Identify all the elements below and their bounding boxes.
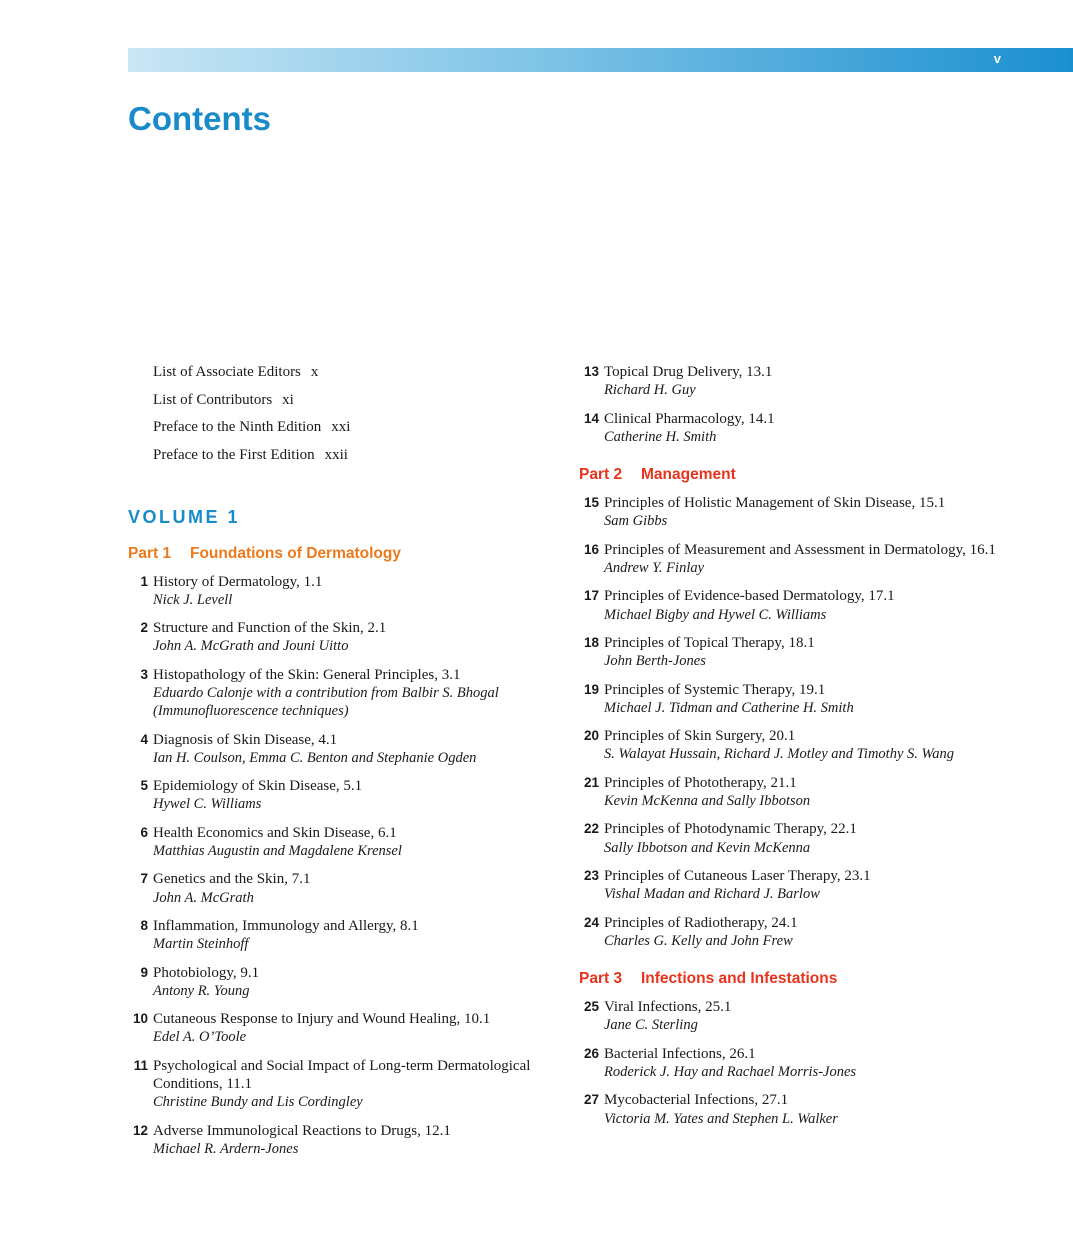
chapter-number: 5 [140, 778, 148, 794]
chapter-number: 27 [583, 1092, 599, 1108]
chapter-entry[interactable] [579, 727, 999, 764]
chapter-number: 6 [140, 824, 148, 840]
chapter-title: Mycobacterial Infections, 27.1 [604, 1092, 789, 1109]
chapter-authors: Michael Bigby and Hywel C. Williams [604, 606, 827, 623]
chapter-number: 21 [583, 774, 599, 790]
chapter-authors: Kevin McKenna and Sally Ibbotson [604, 793, 811, 810]
chapter-title: Cutaneous Response to Injury and Wound Healing, 10.1 [153, 1011, 491, 1028]
chapter-entry[interactable] [579, 998, 999, 1035]
chapter-number: 7 [140, 871, 148, 887]
chapter-title: Adverse Immunological Reactions to Drugs, 12.1 [153, 1122, 451, 1139]
chapter-authors: Andrew Y. Finlay [604, 560, 705, 577]
front-matter-label: List of Associate Editors [153, 364, 301, 380]
chapter-number: 18 [583, 634, 599, 650]
chapter-title: Bacterial Infections, 26.1 [604, 1045, 756, 1062]
part-heading [579, 466, 999, 484]
part-title: Management [641, 466, 736, 484]
part-number: Part 2 [579, 466, 623, 484]
chapter-title: Principles of Holistic Management of Skin Disease, 15.1 [604, 495, 946, 512]
chapter-entry[interactable] [128, 1057, 558, 1112]
part-title: Infections and Infestations [641, 970, 838, 988]
chapter-entry[interactable] [579, 681, 999, 718]
chapter-number: 10 [132, 1011, 148, 1027]
chapter-number: 14 [583, 410, 599, 426]
chapter-entry[interactable] [579, 494, 999, 531]
chapter-number: 24 [583, 914, 599, 930]
chapter-title: Principles of Photodynamic Therapy, 22.1 [604, 821, 857, 838]
chapter-entry[interactable] [128, 619, 558, 656]
chapter-entry[interactable] [579, 363, 999, 400]
page-number: v [993, 51, 1001, 66]
chapter-authors: Hywel C. Williams [153, 796, 262, 813]
chapter-title: Health Economics and Skin Disease, 6.1 [153, 824, 397, 841]
chapter-authors: Ian H. Coulson, Emma C. Benton and Stephanie Ogden [153, 749, 477, 766]
chapter-entry[interactable] [128, 731, 558, 768]
chapter-authors: Christine Bundy and Lis Cordingley [153, 1094, 363, 1111]
chapter-entry[interactable] [128, 777, 558, 814]
chapter-title: Photobiology, 9.1 [153, 964, 260, 981]
chapter-number: 9 [140, 964, 148, 980]
chapter-entry[interactable] [128, 964, 558, 1001]
front-matter-item[interactable] [153, 391, 558, 409]
chapter-number: 15 [583, 495, 599, 511]
front-matter-item[interactable] [153, 446, 558, 464]
front-matter-label: Preface to the Ninth Edition [153, 419, 322, 435]
chapter-authors: John A. McGrath and Jouni Uitto [153, 638, 349, 655]
chapter-entry[interactable] [579, 1091, 999, 1128]
chapter-number: 2 [140, 620, 148, 636]
chapter-entry[interactable] [579, 541, 999, 578]
contents-right-column [579, 363, 999, 1138]
chapter-authors: John Berth-Jones [604, 653, 706, 670]
chapter-authors: Victoria M. Yates and Stephen L. Walker [604, 1110, 838, 1127]
chapter-number: 26 [583, 1045, 599, 1061]
header-bar [128, 48, 1073, 72]
front-matter-list [153, 363, 558, 464]
chapter-entry[interactable] [128, 870, 558, 907]
contents-left-column [128, 363, 558, 1168]
chapter-number: 8 [140, 917, 148, 933]
chapter-entry[interactable] [579, 914, 999, 951]
chapter-title: Principles of Evidence-based Dermatology, 17.1 [604, 588, 895, 605]
front-matter-page: x [310, 364, 319, 380]
chapter-authors: Sally Ibbotson and Kevin McKenna [604, 839, 811, 856]
chapter-number: 20 [583, 728, 599, 744]
chapter-title: Genetics and the Skin, 7.1 [153, 871, 311, 888]
chapter-authors: Antony R. Young [153, 982, 250, 999]
chapter-entry[interactable] [579, 1045, 999, 1082]
chapter-entry[interactable] [128, 666, 558, 721]
chapter-authors: Jane C. Sterling [604, 1017, 698, 1034]
chapter-entry[interactable] [579, 587, 999, 624]
front-matter-page: xxii [324, 446, 348, 463]
chapter-authors: Sam Gibbs [604, 513, 668, 530]
chapter-authors: Michael J. Tidman and Catherine H. Smith [604, 699, 854, 716]
chapter-entry[interactable] [579, 634, 999, 671]
chapter-title: Structure and Function of the Skin, 2.1 [153, 620, 387, 637]
chapter-authors: Vishal Madan and Richard J. Barlow [604, 886, 820, 903]
chapter-number: 3 [140, 666, 148, 682]
chapter-number: 12 [132, 1122, 148, 1138]
chapter-entry[interactable] [128, 824, 558, 861]
part-heading [579, 970, 999, 988]
chapter-entry[interactable] [579, 774, 999, 811]
part-number: Part 1 [128, 544, 172, 562]
chapter-number: 13 [583, 364, 599, 379]
chapter-authors: John A. McGrath [153, 889, 254, 906]
chapter-authors: Charles G. Kelly and John Frew [604, 932, 793, 949]
chapter-authors: S. Walayat Hussain, Richard J. Motley and Timothy S. Wang [604, 746, 954, 763]
chapter-entry[interactable] [128, 1010, 558, 1047]
page-title: Contents [128, 100, 271, 137]
chapter-title: Topical Drug Delivery, 13.1 [604, 364, 773, 380]
chapter-entry[interactable] [128, 1122, 558, 1159]
chapter-title: Epidemiology of Skin Disease, 5.1 [153, 778, 363, 795]
chapter-authors: Edel A. O’Toole [153, 1029, 247, 1046]
front-matter-item[interactable] [153, 418, 558, 436]
chapter-title: Inflammation, Immunology and Allergy, 8.1 [153, 917, 419, 934]
chapter-title: Principles of Cutaneous Laser Therapy, 23.1 [604, 867, 871, 884]
volume-heading: VOLUME 1 [128, 506, 241, 527]
chapter-number: 16 [583, 541, 599, 557]
chapter-authors: Martin Steinhoff [153, 936, 249, 953]
front-matter-label: List of Contributors [153, 391, 273, 408]
chapter-title: Clinical Pharmacology, 14.1 [604, 410, 775, 427]
chapter-number: 22 [583, 821, 599, 837]
chapter-number: 19 [583, 681, 599, 697]
chapter-authors: Catherine H. Smith [604, 428, 717, 445]
chapter-authors: Michael R. Ardern-Jones [153, 1140, 299, 1157]
chapter-authors: Matthias Augustin and Magdalene Krensel [153, 843, 402, 860]
chapter-authors: Eduardo Calonje with a contribution from Balbir S. Bhogal (Immunofluorescence techniques) [153, 684, 499, 720]
part-number: Part 3 [579, 970, 623, 988]
chapter-title: Principles of Systemic Therapy, 19.1 [604, 681, 826, 698]
chapter-entry[interactable] [579, 410, 999, 447]
chapter-title: History of Dermatology, 1.1 [153, 573, 323, 590]
chapter-authors: Nick J. Levell [153, 591, 233, 608]
chapter-number: 17 [583, 588, 599, 604]
chapter-title: Principles of Measurement and Assessment in Dermatology, 16.1 [604, 541, 996, 558]
front-matter-label: Preface to the First Edition [153, 446, 315, 463]
chapter-title: Viral Infections, 25.1 [604, 999, 732, 1016]
front-matter-page: xi [282, 391, 294, 408]
chapter-entry[interactable] [579, 820, 999, 857]
chapter-authors: Roderick J. Hay and Rachael Morris-Jones [604, 1064, 857, 1081]
chapter-entry[interactable] [579, 867, 999, 904]
part-heading [128, 545, 558, 563]
chapter-title: Principles of Phototherapy, 21.1 [604, 774, 797, 791]
chapter-entry[interactable] [128, 573, 558, 610]
chapter-number: 11 [133, 1057, 148, 1073]
chapter-number: 25 [583, 999, 599, 1015]
chapter-title: Principles of Topical Therapy, 18.1 [604, 634, 815, 651]
chapter-authors: Richard H. Guy [604, 382, 696, 399]
part-title: Foundations of Dermatology [190, 544, 401, 562]
chapter-number: 23 [583, 867, 599, 883]
chapter-title: Diagnosis of Skin Disease, 4.1 [153, 731, 338, 748]
front-matter-page: xxi [331, 419, 351, 435]
chapter-number: 1 [140, 573, 148, 589]
front-matter-item[interactable] [153, 363, 558, 381]
chapter-entry[interactable] [128, 917, 558, 954]
chapter-title: Principles of Radiotherapy, 24.1 [604, 914, 798, 931]
chapter-title: Psychological and Social Impact of Long-term Dermatological Conditions, 11.1 [153, 1057, 531, 1093]
chapter-title: Histopathology of the Skin: General Principles, 3.1 [153, 666, 461, 683]
chapter-number: 4 [140, 731, 148, 747]
chapter-title: Principles of Skin Surgery, 20.1 [604, 728, 796, 745]
